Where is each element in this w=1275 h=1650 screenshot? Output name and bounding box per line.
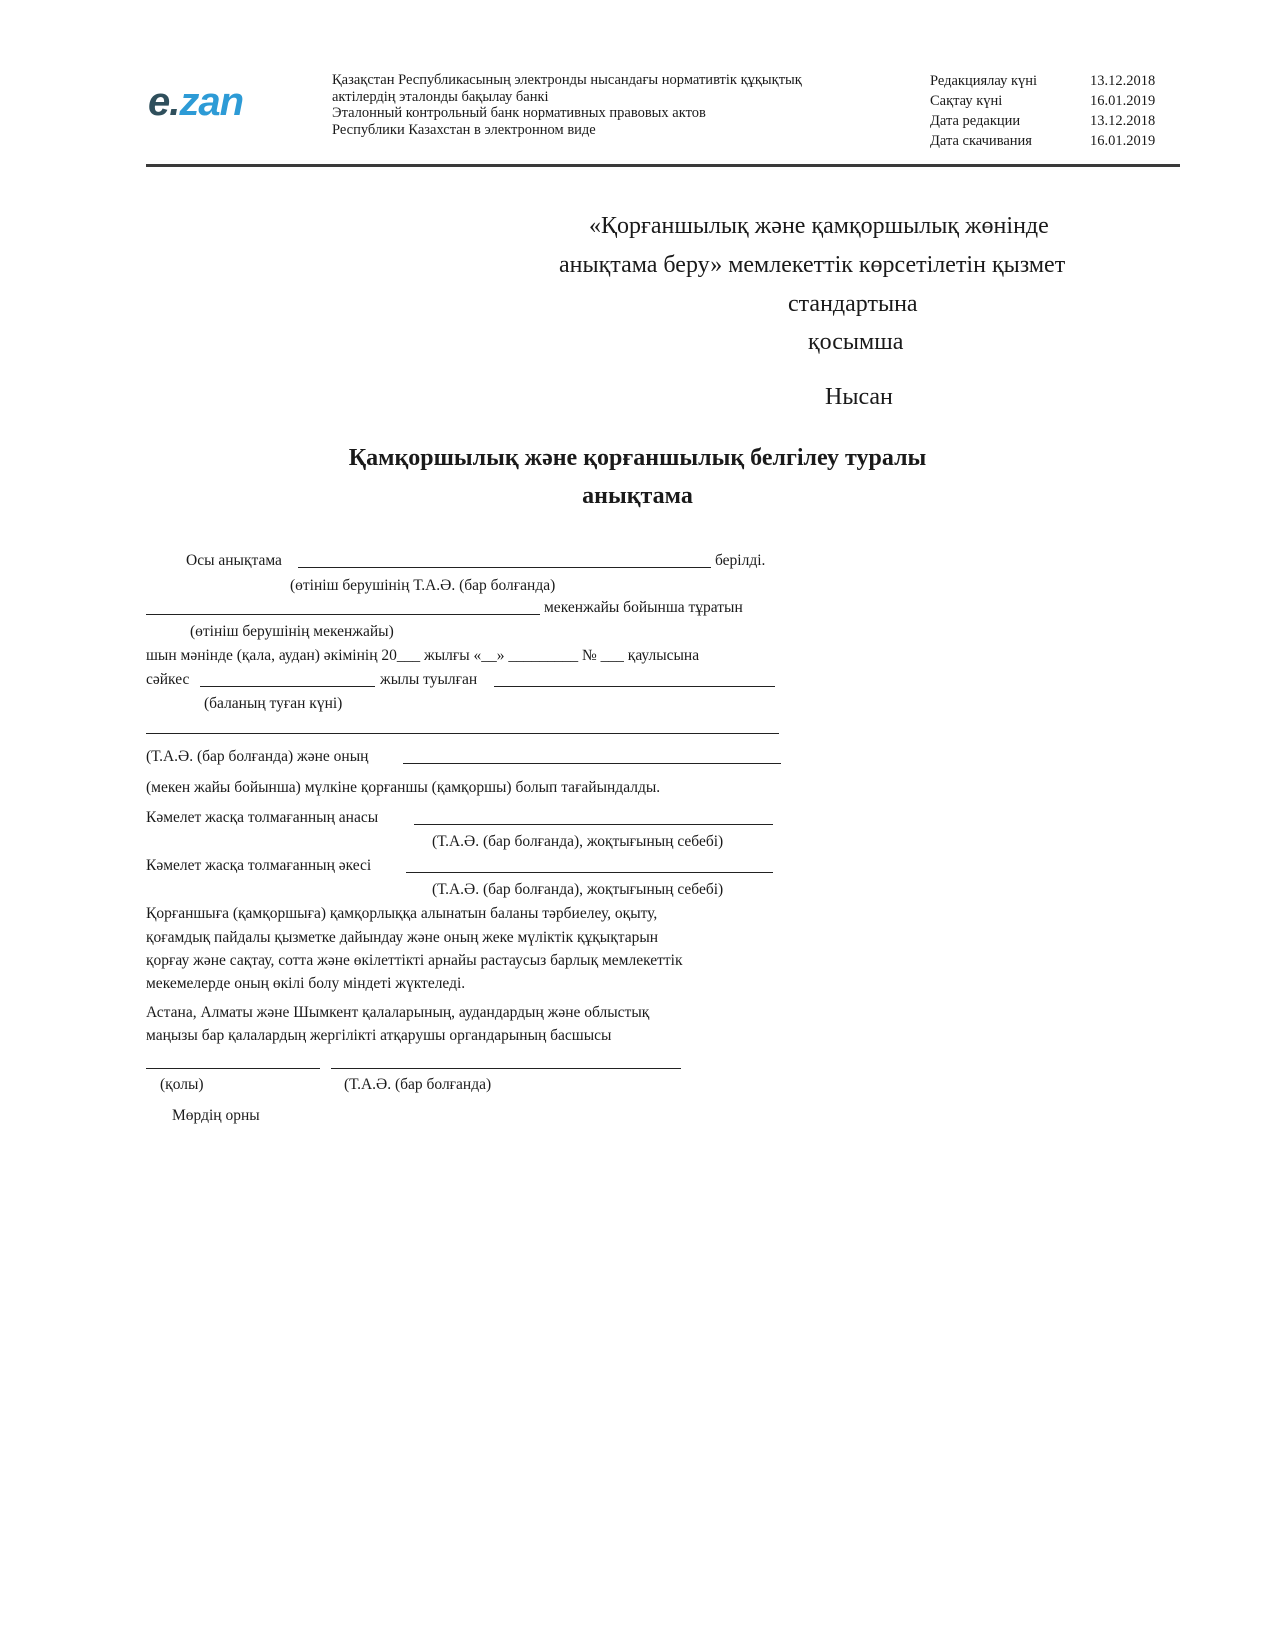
child-birth-line[interactable] (494, 686, 775, 687)
child-name-line[interactable] (146, 733, 779, 734)
header-line: Эталонный контрольный банк нормативных правовых актов (332, 105, 706, 121)
header-description (332, 72, 802, 138)
form-text: Кәмелет жасқа толмағанның анасы (146, 809, 379, 826)
head-text: Астана, Алматы және Шымкент қалаларының, аудандардың және облыстық (146, 1004, 650, 1021)
form-text: сәйкес (146, 671, 190, 688)
meta-row: Дата редакции 13.12.2018 (930, 113, 1156, 129)
duty-text: қорғау және сақтау, сотта және өкілеттікті арнайы растаусыз барлық мемлекеттік (146, 952, 683, 969)
document-title: Қамқоршылық және қорғаншылық белгілеу туралы (348, 445, 927, 471)
duty-text: мекемелерде оның өкілі болу міндеті жүктеледі. (146, 975, 466, 992)
appendix-line: анықтама беру» мемлекеттік көрсетілетін қызмет (559, 252, 1066, 278)
duty-text: Қорғаншыға (қамқоршыға) қамқорлыққа алынатын баланы тәрбиелеу, оқыту, (146, 905, 658, 922)
meta-row: Редакциялау күні 13.12.2018 (930, 73, 1156, 89)
form-text: берілді. (715, 552, 766, 569)
form-text: (мекен жайы бойынша) мүлкіне қорғаншы (қамқоршы) болып тағайындалды. (146, 779, 661, 796)
form-text: Осы анықтама (186, 552, 282, 569)
decision-date-line[interactable] (200, 686, 375, 687)
form-text: шын мәнінде (қала, аудан) әкімінің 20___ жылғы «__» _________ № ___ қаулысына (146, 647, 700, 664)
form-text: (Т.А.Ә. (бар болғанда) және оның (146, 748, 369, 765)
ezan-logo: e.zan (148, 80, 244, 124)
father-line[interactable] (406, 872, 773, 873)
form-text: мекенжайы бойынша тұратын (544, 599, 743, 616)
applicant-address-line[interactable] (146, 614, 540, 615)
mother-line[interactable] (414, 824, 773, 825)
document-title-2: анықтама (582, 483, 693, 509)
appendix-line: қосымша (808, 329, 904, 355)
seal-place: Мөрдің орны (172, 1107, 260, 1124)
form-text: жылы туылған (380, 671, 478, 688)
caption-father: (Т.А.Ә. (бар болғанда), жоқтығының себебі) (432, 881, 724, 898)
form-text: Кәмелет жасқа толмағанның әкесі (146, 857, 372, 874)
signature-line[interactable] (146, 1068, 320, 1069)
header-line: Қазақстан Республикасының электронды нысандағы нормативтік құқықтық (332, 72, 802, 88)
caption-address: (өтініш берушінің мекенжайы) (190, 623, 394, 640)
caption-mother: (Т.А.Ә. (бар болғанда), жоқтығының себебі) (432, 833, 724, 850)
appendix-line: «Қорғаншылық және қамқоршылық жөнінде (589, 213, 1049, 239)
header-divider (146, 164, 1180, 167)
caption-signer-name: (Т.А.Ә. (бар болғанда) (344, 1076, 492, 1093)
header-line: Республики Казахстан в электронном виде (332, 121, 596, 138)
meta-row: Сақтау күні 16.01.2019 (930, 93, 1156, 109)
signer-name-line[interactable] (331, 1068, 681, 1069)
head-text: маңызы бар қалалардың жергілікті атқарушы органдарының басшысы (146, 1027, 612, 1044)
appendix-line: стандартына (788, 291, 918, 317)
header-dates (930, 71, 1155, 151)
duty-text: қоғамдық пайдалы қызметке дайындау және оның жеке мүліктік құқықтарын (146, 929, 659, 946)
child-address-line[interactable] (403, 763, 781, 764)
caption-signature: (қолы) (160, 1076, 204, 1093)
applicant-name-line[interactable] (298, 567, 711, 568)
form-label: Нысан (825, 384, 893, 410)
caption-applicant: (өтініш берушінің Т.А.Ә. (бар болғанда) (290, 577, 556, 594)
meta-row: Дата скачивания 16.01.2019 (930, 133, 1156, 149)
header-line: актілердің эталонды бақылау банкі (332, 88, 549, 105)
caption-birth: (баланың туған күні) (204, 695, 343, 712)
